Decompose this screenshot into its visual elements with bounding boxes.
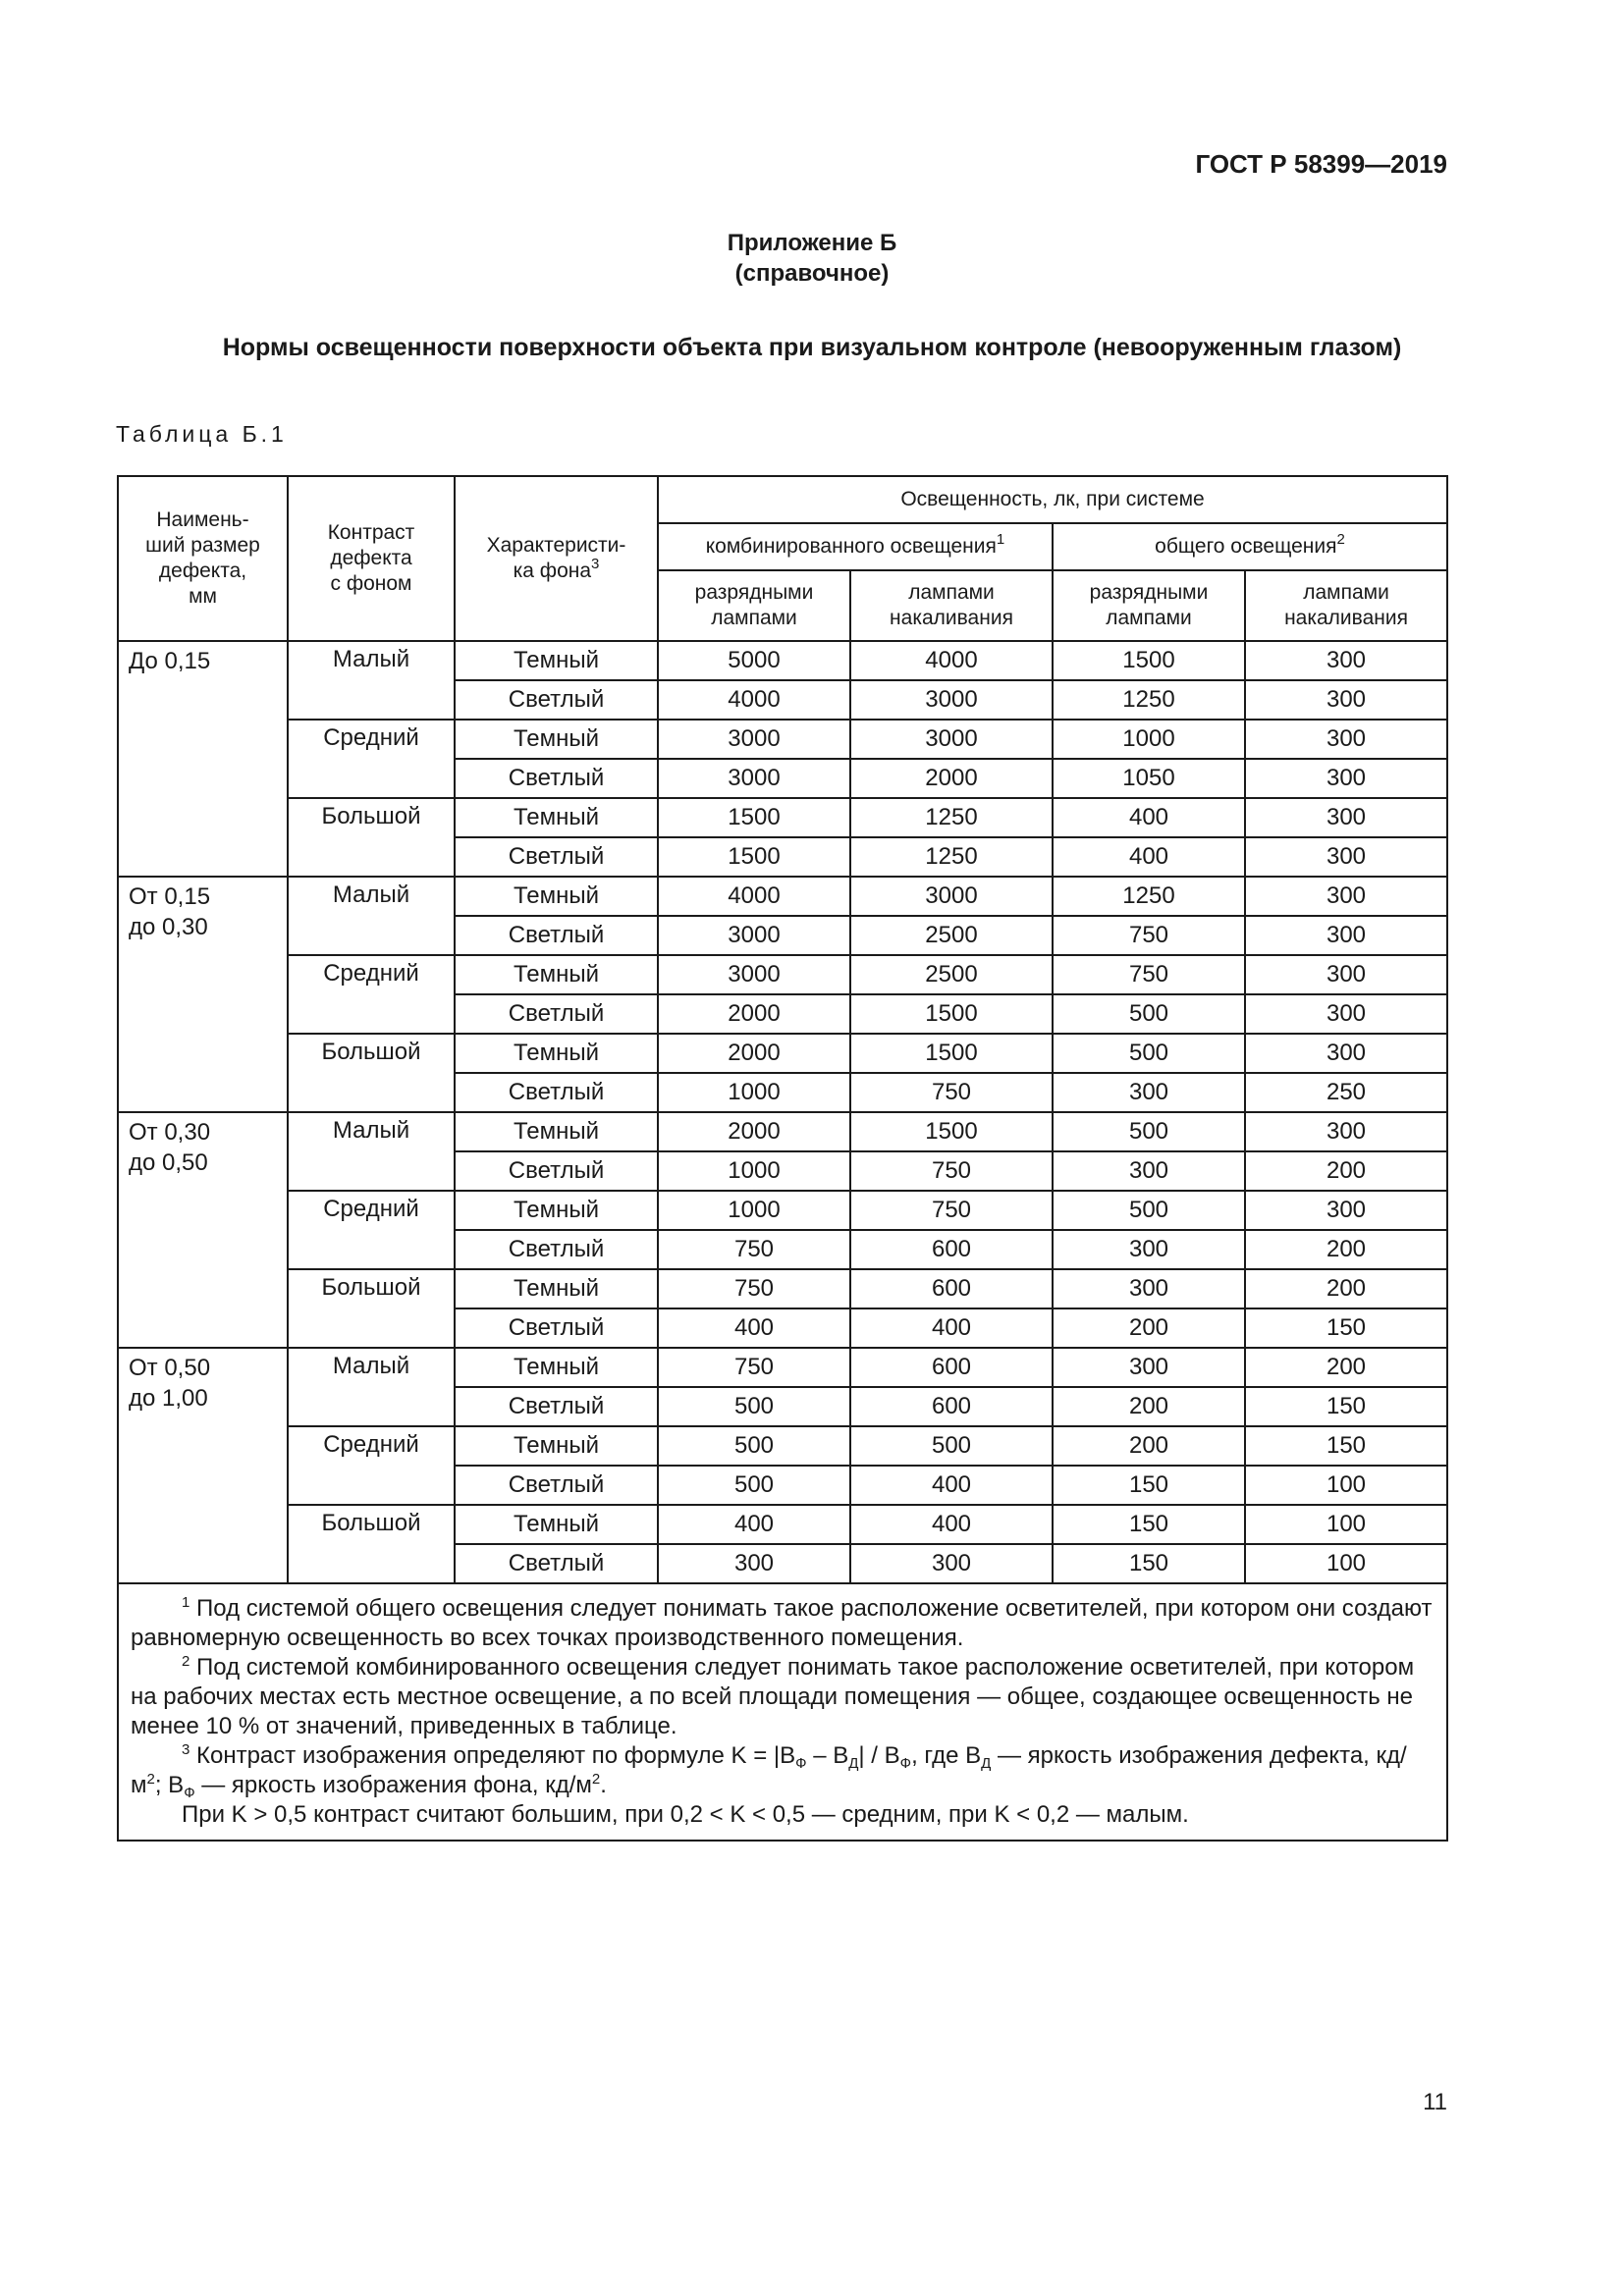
general-discharge-cell: 750 (1053, 916, 1245, 955)
general-incandescent-cell: 100 (1245, 1466, 1447, 1505)
general-discharge-cell: 300 (1053, 1073, 1245, 1112)
contrast-cell: Средний (288, 1426, 455, 1505)
footnote-3 (131, 1741, 1435, 1800)
header-defect-size-label: Наимень- ший размер дефекта, мм (145, 508, 260, 608)
general-discharge-cell: 300 (1053, 1269, 1245, 1308)
defect-size-cell: До 0,15 (118, 641, 288, 877)
defect-size-cell: От 0,15 до 0,30 (118, 877, 288, 1112)
general-discharge-cell: 300 (1053, 1348, 1245, 1387)
contrast-cell: Средний (288, 1191, 455, 1269)
general-incandescent-cell: 200 (1245, 1151, 1447, 1191)
table-row (118, 1034, 1447, 1073)
general-discharge-cell: 150 (1053, 1505, 1245, 1544)
general-incandescent-cell: 200 (1245, 1230, 1447, 1269)
table-row (118, 720, 1447, 759)
general-discharge-cell: 1050 (1053, 759, 1245, 798)
background-cell: Светлый (455, 916, 658, 955)
illuminance-table (117, 475, 1448, 1842)
background-cell: Темный (455, 1191, 658, 1230)
combined-discharge-cell: 1500 (658, 837, 850, 877)
general-incandescent-cell: 300 (1245, 720, 1447, 759)
combined-incandescent-cell: 300 (850, 1544, 1053, 1583)
footnote-3-mark: 3 (182, 1741, 190, 1758)
combined-incandescent-cell: 600 (850, 1348, 1053, 1387)
standard-id: ГОСТ Р 58399—2019 (1195, 149, 1447, 179)
general-discharge-cell: 500 (1053, 994, 1245, 1034)
combined-discharge-cell: 1000 (658, 1073, 850, 1112)
contrast-cell: Малый (288, 877, 455, 955)
general-discharge-cell: 1250 (1053, 680, 1245, 720)
combined-discharge-cell: 2000 (658, 1112, 850, 1151)
defect-size-cell: От 0,30 до 0,50 (118, 1112, 288, 1348)
contrast-cell: Средний (288, 720, 455, 798)
formula-subscript: Ф (184, 1785, 195, 1801)
appendix-subtitle: (справочное) (734, 260, 890, 287)
header-illuminance: Освещенность, лк, при системе (658, 476, 1447, 523)
general-incandescent-cell: 300 (1245, 877, 1447, 916)
combined-incandescent-cell: 2500 (850, 916, 1053, 955)
formula-part: – B (806, 1742, 849, 1769)
combined-incandescent-cell: 2500 (850, 955, 1053, 994)
general-incandescent-cell: 300 (1245, 916, 1447, 955)
combined-discharge-cell: 1000 (658, 1191, 850, 1230)
general-incandescent-cell: 150 (1245, 1426, 1447, 1466)
background-cell: Темный (455, 1034, 658, 1073)
combined-discharge-cell: 2000 (658, 994, 850, 1034)
background-cell: Светлый (455, 1151, 658, 1191)
header-combined-label: комбинированного освещения (705, 535, 997, 558)
header-background-label: Характеристи- ка фона (486, 534, 626, 582)
table-row (118, 1348, 1447, 1387)
header-general-label: общего освещения (1155, 535, 1337, 558)
background-cell: Темный (455, 720, 658, 759)
combined-discharge-cell: 300 (658, 1544, 850, 1583)
general-discharge-cell: 300 (1053, 1151, 1245, 1191)
footnote-ref-1: 1 (996, 531, 1005, 548)
background-cell: Светлый (455, 1230, 658, 1269)
background-cell: Светлый (455, 680, 658, 720)
general-incandescent-cell: 250 (1245, 1073, 1447, 1112)
footnote-2 (131, 1653, 1435, 1741)
contrast-cell: Малый (288, 1348, 455, 1426)
combined-discharge-cell: 750 (658, 1230, 850, 1269)
header-general (1053, 523, 1447, 570)
combined-discharge-cell: 3000 (658, 759, 850, 798)
background-cell: Светлый (455, 1544, 658, 1583)
footnote-1-mark: 1 (182, 1594, 190, 1611)
table-row (118, 955, 1447, 994)
general-incandescent-cell: 300 (1245, 641, 1447, 680)
general-discharge-cell: 200 (1053, 1387, 1245, 1426)
general-incandescent-cell: 100 (1245, 1505, 1447, 1544)
unit-superscript: 2 (591, 1771, 601, 1788)
combined-discharge-cell: 400 (658, 1308, 850, 1348)
background-cell: Темный (455, 1505, 658, 1544)
combined-incandescent-cell: 1250 (850, 837, 1053, 877)
combined-discharge-cell: 400 (658, 1505, 850, 1544)
general-discharge-cell: 1500 (1053, 641, 1245, 680)
table-row (118, 877, 1447, 916)
combined-discharge-cell: 3000 (658, 916, 850, 955)
general-incandescent-cell: 300 (1245, 798, 1447, 837)
document-title: Нормы освещенности поверхности объекта при визуальном контроле (невооруженным глазом) (222, 334, 1402, 361)
combined-incandescent-cell: 1500 (850, 994, 1053, 1034)
formula-subscript: Ф (899, 1755, 912, 1772)
contrast-cell: Большой (288, 1505, 455, 1583)
general-incandescent-cell: 100 (1245, 1544, 1447, 1583)
header-general-incandescent: лампами накаливания (1245, 570, 1447, 641)
combined-incandescent-cell: 400 (850, 1308, 1053, 1348)
combined-discharge-cell: 500 (658, 1426, 850, 1466)
general-discharge-cell: 300 (1053, 1230, 1245, 1269)
notes-cell (118, 1583, 1447, 1841)
combined-discharge-cell: 750 (658, 1269, 850, 1308)
general-discharge-cell: 400 (1053, 798, 1245, 837)
table-row (118, 641, 1447, 680)
formula-part: . (600, 1772, 607, 1798)
general-incandescent-cell: 300 (1245, 1191, 1447, 1230)
general-incandescent-cell: 300 (1245, 994, 1447, 1034)
combined-incandescent-cell: 2000 (850, 759, 1053, 798)
formula-part: | / B (858, 1742, 900, 1769)
header-combined (658, 523, 1053, 570)
general-discharge-cell: 200 (1053, 1308, 1245, 1348)
appendix-heading (0, 228, 1624, 289)
table-row (118, 1191, 1447, 1230)
formula-part: — яркость изображения дефекта, кд/м (131, 1742, 1407, 1798)
combined-incandescent-cell: 3000 (850, 877, 1053, 916)
background-cell: Светлый (455, 1308, 658, 1348)
table-header (118, 476, 1447, 641)
combined-incandescent-cell: 750 (850, 1073, 1053, 1112)
formula-subscript: Д (981, 1755, 992, 1772)
defect-size-cell: От 0,50 до 1,00 (118, 1348, 288, 1583)
combined-incandescent-cell: 750 (850, 1151, 1053, 1191)
background-cell: Темный (455, 955, 658, 994)
general-discharge-cell: 150 (1053, 1466, 1245, 1505)
background-cell: Темный (455, 877, 658, 916)
combined-incandescent-cell: 3000 (850, 720, 1053, 759)
footnote-2-mark: 2 (182, 1653, 190, 1670)
combined-discharge-cell: 5000 (658, 641, 850, 680)
general-discharge-cell: 500 (1053, 1112, 1245, 1151)
header-combined-incandescent: лампами накаливания (850, 570, 1053, 641)
header-general-discharge: разрядными лампами (1053, 570, 1245, 641)
page-number: 11 (1423, 2089, 1447, 2115)
combined-discharge-cell: 3000 (658, 720, 850, 759)
header-background (455, 476, 658, 641)
background-cell: Темный (455, 641, 658, 680)
combined-incandescent-cell: 3000 (850, 680, 1053, 720)
contrast-rule: При K > 0,5 контраст считают большим, при 0,2 < K < 0,5 — средним, при K < 0,2 — малым. (182, 1801, 1189, 1828)
general-discharge-cell: 500 (1053, 1034, 1245, 1073)
contrast-cell: Малый (288, 1112, 455, 1191)
formula-part: Контраст изображения определяют по формуле K = |B (189, 1742, 796, 1769)
background-cell: Темный (455, 798, 658, 837)
background-cell: Темный (455, 1112, 658, 1151)
combined-incandescent-cell: 1500 (850, 1112, 1053, 1151)
contrast-cell: Большой (288, 1034, 455, 1112)
general-incandescent-cell: 300 (1245, 837, 1447, 877)
combined-incandescent-cell: 600 (850, 1230, 1053, 1269)
combined-incandescent-cell: 600 (850, 1269, 1053, 1308)
formula-part: , где B (911, 1742, 982, 1769)
table-row (118, 1426, 1447, 1466)
background-cell: Светлый (455, 837, 658, 877)
general-discharge-cell: 1000 (1053, 720, 1245, 759)
combined-discharge-cell: 4000 (658, 877, 850, 916)
general-discharge-cell: 1250 (1053, 877, 1245, 916)
general-incandescent-cell: 300 (1245, 680, 1447, 720)
combined-incandescent-cell: 500 (850, 1426, 1053, 1466)
background-cell: Светлый (455, 994, 658, 1034)
background-cell: Светлый (455, 1466, 658, 1505)
background-cell: Светлый (455, 1387, 658, 1426)
background-cell: Темный (455, 1426, 658, 1466)
general-discharge-cell: 500 (1053, 1191, 1245, 1230)
general-incandescent-cell: 300 (1245, 759, 1447, 798)
general-incandescent-cell: 300 (1245, 1112, 1447, 1151)
contrast-cell: Малый (288, 641, 455, 720)
table-row (118, 1505, 1447, 1544)
general-discharge-cell: 750 (1053, 955, 1245, 994)
combined-discharge-cell: 1000 (658, 1151, 850, 1191)
table-notes (118, 1583, 1447, 1841)
background-cell: Светлый (455, 759, 658, 798)
general-discharge-cell: 200 (1053, 1426, 1245, 1466)
general-incandescent-cell: 200 (1245, 1348, 1447, 1387)
general-incandescent-cell: 300 (1245, 1034, 1447, 1073)
table-caption: Таблица Б.1 (116, 421, 288, 447)
combined-incandescent-cell: 600 (850, 1387, 1053, 1426)
formula-subscript: Ф (795, 1755, 807, 1772)
table-row (118, 1112, 1447, 1151)
combined-discharge-cell: 4000 (658, 680, 850, 720)
header-contrast-label: Контраст дефекта с фоном (327, 521, 415, 595)
general-incandescent-cell: 300 (1245, 955, 1447, 994)
unit-superscript: 2 (146, 1771, 155, 1788)
footnote-ref-3: 3 (591, 556, 600, 572)
combined-incandescent-cell: 4000 (850, 641, 1053, 680)
footnote-ref-2: 2 (1336, 531, 1345, 548)
footnote-1 (131, 1594, 1435, 1653)
table-row (118, 798, 1447, 837)
combined-incandescent-cell: 400 (850, 1466, 1053, 1505)
general-incandescent-cell: 200 (1245, 1269, 1447, 1308)
table-row (118, 1269, 1447, 1308)
background-cell: Темный (455, 1269, 658, 1308)
background-cell: Темный (455, 1348, 658, 1387)
combined-incandescent-cell: 400 (850, 1505, 1053, 1544)
general-discharge-cell: 150 (1053, 1544, 1245, 1583)
combined-incandescent-cell: 750 (850, 1191, 1053, 1230)
general-incandescent-cell: 150 (1245, 1308, 1447, 1348)
combined-discharge-cell: 3000 (658, 955, 850, 994)
footnote-2-text: Под системой комбинированного освещения следует понимать такое расположение осветителей, при котором на рабочих местах есть местное освещение, а по всей площади помещения — общее, создающее освещенность не менее 10 % от значений, приведенных в таблице. (131, 1654, 1415, 1739)
combined-discharge-cell: 500 (658, 1387, 850, 1426)
formula-part: ; B (154, 1772, 185, 1798)
combined-discharge-cell: 2000 (658, 1034, 850, 1073)
general-discharge-cell: 400 (1053, 837, 1245, 877)
general-incandescent-cell: 150 (1245, 1387, 1447, 1426)
combined-discharge-cell: 1500 (658, 798, 850, 837)
contrast-cell: Большой (288, 798, 455, 877)
formula-part: — яркость изображения фона, кд/м (194, 1772, 592, 1798)
combined-discharge-cell: 750 (658, 1348, 850, 1387)
combined-incandescent-cell: 1500 (850, 1034, 1053, 1073)
header-contrast (288, 476, 455, 641)
formula-subscript: Д (848, 1755, 859, 1772)
header-defect-size (118, 476, 288, 641)
appendix-title: Приложение Б (727, 230, 897, 256)
combined-incandescent-cell: 1250 (850, 798, 1053, 837)
combined-discharge-cell: 500 (658, 1466, 850, 1505)
contrast-cell: Большой (288, 1269, 455, 1348)
background-cell: Светлый (455, 1073, 658, 1112)
footnote-1-text: Под системой общего освещения следует понимать такое расположение осветителей, при котором они создают равномерную освещенность во всех точках производственного помещения. (131, 1595, 1433, 1651)
header-combined-discharge: разрядными лампами (658, 570, 850, 641)
contrast-cell: Средний (288, 955, 455, 1034)
table-body (118, 641, 1447, 1583)
